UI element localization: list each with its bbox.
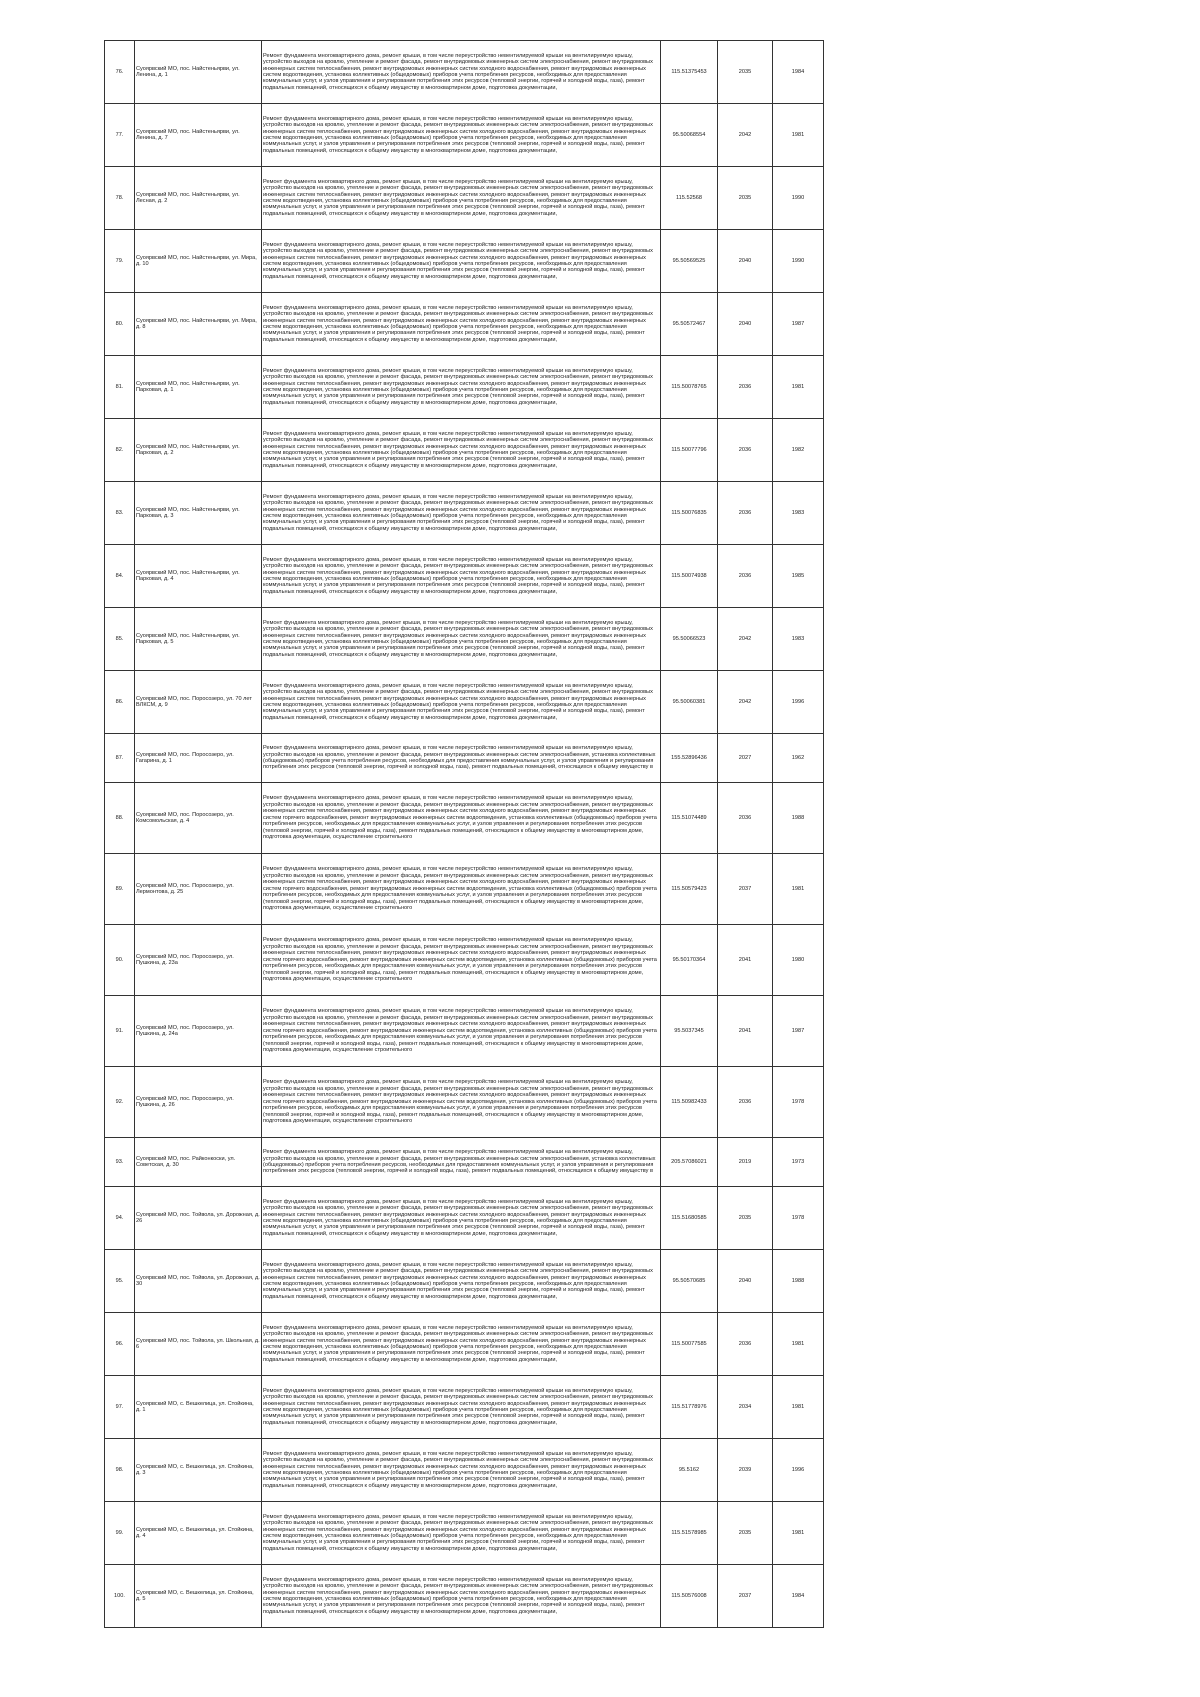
address-cell: Суоярвский МО, пос. Поросозеро, ул. Лермонтова, д. 25 (135, 854, 262, 925)
planned-year-cell: 2036 (718, 1067, 773, 1138)
works-cell (262, 1565, 661, 1628)
work-list-text: Ремонт фундамента многоквартирного дома, ремонт крыши, в том числе переустройство невентилируемой крыши на вентилируемую крышу, устройство выходов на кровлю, утепление и ремонт фасада, ремонт внутридомовых инженерных систем электроснабжения, ремонт внутридомовых инженерных систем теплоснабжения, ремонт внутридомовых инженерных систем холодного водоснабжения, ремонт внутридомовых инженерных систем горячего водоснабжения, ремонт внутридомовых инженерных систем водоотведения, установка коллективных (общедомовых) приборов учета потребления ресурсов, необходимых для предоставления коммунальных услуг, и узлов управления и регулирования потребления этих ресурсов (тепловой энергии, горячей и холодной воды, газа), ремонт подвальных помещений, относящихся к общему имуществу в многоквартирном доме, подготовка документации, осуществление строительного (263, 795, 657, 841)
work-list-text: Ремонт фундамента многоквартирного дома, ремонт крыши, в том числе переустройство невентилируемой крыши на вентилируемую крышу, устройство выходов на кровлю, утепление и ремонт фасада, ремонт внутридомовых инженерных систем электроснабжения, ремонт внутридомовых инженерных систем теплоснабжения, ремонт внутридомовых инженерных систем холодного водоснабжения, ремонт внутридомовых инженерных систем горячего водоснабжения, ремонт внутридомовых инженерных систем водоотведения, установка коллективных (общедомовых) приборов учета потребления ресурсов, необходимых для предоставления коммунальных услуг, и узлов управления и регулирования потребления этих ресурсов (тепловой энергии, горячей и холодной воды, газа), ремонт подвальных помещений, относящихся к общему имуществу в многоквартирном доме, подготовка документации, осуществление строительного (263, 937, 657, 983)
row-number: 98. (105, 1439, 135, 1502)
address-cell: Суоярвский МО, пос. Найстеньярви, ул. Ленина, д. 7 (135, 104, 262, 167)
planned-year-cell: 2035 (718, 1502, 773, 1565)
row-number: 82. (105, 419, 135, 482)
address-cell: Суоярвский МО, с. Вешкелица, ул. Стойкина, д. 4 (135, 1502, 262, 1565)
work-list-text: Ремонт фундамента многоквартирного дома, ремонт крыши, в том числе переустройство невентилируемой крыши на вентилируемую крышу, устройство выходов на кровлю, утепление и ремонт фасада, ремонт внутридомовых инженерных систем электроснабжения, ремонт внутридомовых инженерных систем теплоснабжения, ремонт внутридомовых инженерных систем холодного водоснабжения, ремонт внутридомовых инженерных систем водоотведения, установка коллективных (общедомовых) приборов учета потребления ресурсов, необходимых для предоставления коммунальных услуг, и узлов управления и регулирования потребления этих ресурсов (тепловой энергии, горячей и холодной воды, газа), ремонт подвальных помещений, относящихся к общему имуществу в многоквартирном доме, подготовка документации, (263, 1198, 653, 1237)
works-cell (262, 1376, 661, 1439)
works-cell (262, 925, 661, 996)
table-row (105, 783, 824, 854)
table-row (105, 41, 824, 104)
work-list-text: Ремонт фундамента многоквартирного дома, ремонт крыши, в том числе переустройство невентилируемой крыши на вентилируемую крышу, устройство выходов на кровлю, утепление и ремонт фасада, ремонт внутридомовых инженерных систем электроснабжения, ремонт внутридомовых инженерных систем теплоснабжения, ремонт внутридомовых инженерных систем холодного водоснабжения, ремонт внутридомовых инженерных систем водоотведения, установка коллективных (общедомовых) приборов учета потребления ресурсов, необходимых для предоставления коммунальных услуг, и узлов управления и регулирования потребления этих ресурсов (тепловой энергии, горячей и холодной воды, газа), ремонт подвальных помещений, относящихся к общему имуществу в многоквартирном доме, подготовка документации, (263, 241, 653, 280)
works-cell (262, 230, 661, 293)
row-number: 78. (105, 167, 135, 230)
works-cell (262, 104, 661, 167)
row-number: 94. (105, 1187, 135, 1250)
works-cell (262, 1138, 661, 1187)
address-cell: Суоярвский МО, пос. Тойвола, ул. Школьная, д. 6 (135, 1313, 262, 1376)
build-year-cell: 1987 (773, 293, 824, 356)
planned-year-cell: 2027 (718, 734, 773, 783)
build-year-cell: 1990 (773, 167, 824, 230)
planned-year-cell: 2040 (718, 230, 773, 293)
cost-cell: 115.50078765 (661, 356, 718, 419)
build-year-cell: 1978 (773, 1187, 824, 1250)
cost-cell: 115.51074489 (661, 783, 718, 854)
work-list-text: Ремонт фундамента многоквартирного дома, ремонт крыши, в том числе переустройство невентилируемой крыши на вентилируемую крышу, устройство выходов на кровлю, утепление и ремонт фасада, ремонт внутридомовых инженерных систем электроснабжения, ремонт внутридомовых инженерных систем теплоснабжения, ремонт внутридомовых инженерных систем холодного водоснабжения, ремонт внутридомовых инженерных систем горячего водоснабжения, ремонт внутридомовых инженерных систем водоотведения, установка коллективных (общедомовых) приборов учета потребления ресурсов, необходимых для предоставления коммунальных услуг, и узлов управления и регулирования потребления этих ресурсов (тепловой энергии, горячей и холодной воды, газа), ремонт подвальных помещений, относящихся к общему имуществу в многоквартирном доме, подготовка документации, осуществление строительного (263, 866, 657, 912)
build-year-cell: 1982 (773, 419, 824, 482)
build-year-cell: 1981 (773, 104, 824, 167)
build-year-cell: 1987 (773, 996, 824, 1067)
works-cell (262, 608, 661, 671)
address-cell: Суоярвский МО, пос. Найстеньярви, ул. Лесная, д. 2 (135, 167, 262, 230)
build-year-cell: 1985 (773, 545, 824, 608)
planned-year-cell: 2036 (718, 356, 773, 419)
planned-year-cell: 2036 (718, 545, 773, 608)
build-year-cell: 1981 (773, 854, 824, 925)
build-year-cell: 1990 (773, 230, 824, 293)
row-number: 79. (105, 230, 135, 293)
work-list-text: Ремонт фундамента многоквартирного дома, ремонт крыши, в том числе переустройство невентилируемой крыши на вентилируемую крышу, устройство выходов на кровлю, утепление и ремонт фасада, ремонт внутридомовых инженерных систем электроснабжения, ремонт внутридомовых инженерных систем теплоснабжения, ремонт внутридомовых инженерных систем холодного водоснабжения, ремонт внутридомовых инженерных систем водоотведения, установка коллективных (общедомовых) приборов учета потребления ресурсов, необходимых для предоставления коммунальных услуг, и узлов управления и регулирования потребления этих ресурсов (тепловой энергии, горячей и холодной воды, газа), ремонт подвальных помещений, относящихся к общему имуществу в многоквартирном доме, подготовка документации, (263, 1576, 653, 1615)
row-number: 86. (105, 671, 135, 734)
address-cell: Суоярвский МО, пос. Тойвола, ул. Дорожная, д. 30 (135, 1250, 262, 1313)
cost-cell: 115.50576008 (661, 1565, 718, 1628)
cost-cell: 155.52896436 (661, 734, 718, 783)
cost-cell: 95.50068554 (661, 104, 718, 167)
address-cell: Суоярвский МО, пос. Тойвола, ул. Дорожная, д. 26 (135, 1187, 262, 1250)
planned-year-cell: 2019 (718, 1138, 773, 1187)
build-year-cell: 1996 (773, 1439, 824, 1502)
work-list-text: Ремонт фундамента многоквартирного дома, ремонт крыши, в том числе переустройство невентилируемой крыши на вентилируемую крышу, устройство выходов на кровлю, утепление и ремонт фасада, ремонт внутридомовых инженерных систем электроснабжения, ремонт внутридомовых инженерных систем теплоснабжения, ремонт внутридомовых инженерных систем холодного водоснабжения, ремонт внутридомовых инженерных систем водоотведения, установка коллективных (общедомовых) приборов учета потребления ресурсов, необходимых для предоставления коммунальных услуг, и узлов управления и регулирования потребления этих ресурсов (тепловой энергии, горячей и холодной воды, газа), ремонт подвальных помещений, относящихся к общему имуществу в многоквартирном доме, подготовка документации, (263, 1324, 653, 1363)
cost-cell: 115.52568 (661, 167, 718, 230)
cost-cell: 95.50170364 (661, 925, 718, 996)
works-cell (262, 545, 661, 608)
address-cell: Суоярвский МО, с. Вешкелица, ул. Стойкина, д. 5 (135, 1565, 262, 1628)
planned-year-cell: 2035 (718, 1187, 773, 1250)
row-number: 100. (105, 1565, 135, 1628)
build-year-cell: 1983 (773, 482, 824, 545)
table-row (105, 925, 824, 996)
works-cell (262, 1250, 661, 1313)
works-cell (262, 482, 661, 545)
work-list-text: Ремонт фундамента многоквартирного дома, ремонт крыши, в том числе переустройство невентилируемой крыши на вентилируемую крышу, устройство выходов на кровлю, утепление и ремонт фасада, ремонт внутридомовых инженерных систем электроснабжения, ремонт внутридомовых инженерных систем теплоснабжения, ремонт внутридомовых инженерных систем холодного водоснабжения, ремонт внутридомовых инженерных систем водоотведения, установка коллективных (общедомовых) приборов учета потребления ресурсов, необходимых для предоставления коммунальных услуг, и узлов управления и регулирования потребления этих ресурсов (тепловой энергии, горячей и холодной воды, газа), ремонт подвальных помещений, относящихся к общему имуществу в многоквартирном доме, подготовка документации, (263, 367, 653, 406)
address-cell: Суоярвский МО, с. Вешкелица, ул. Стойкина, д. 1 (135, 1376, 262, 1439)
build-year-cell: 1996 (773, 671, 824, 734)
row-number: 81. (105, 356, 135, 419)
cost-cell: 95.50060381 (661, 671, 718, 734)
cost-cell: 95.50066523 (661, 608, 718, 671)
build-year-cell: 1988 (773, 1250, 824, 1313)
cost-cell: 205.57086021 (661, 1138, 718, 1187)
planned-year-cell: 2036 (718, 419, 773, 482)
address-cell: Суоярвский МО, пос. Поросозеро, ул. Пушкина, д. 24а (135, 996, 262, 1067)
table-row (105, 419, 824, 482)
address-cell: Суоярвский МО, с. Вешкелица, ул. Стойкина, д. 3 (135, 1439, 262, 1502)
works-cell (262, 671, 661, 734)
planned-year-cell: 2039 (718, 1439, 773, 1502)
works-cell (262, 1187, 661, 1250)
table-row (105, 545, 824, 608)
cost-cell: 115.51578985 (661, 1502, 718, 1565)
cost-cell: 95.50569525 (661, 230, 718, 293)
planned-year-cell: 2042 (718, 608, 773, 671)
address-cell: Суоярвский МО, пос. Найстеньярви, ул. Парковая, д. 5 (135, 608, 262, 671)
row-number: 99. (105, 1502, 135, 1565)
address-cell: Суоярвский МО, пос. Поросозеро, ул. Гагарина, д. 1 (135, 734, 262, 783)
planned-year-cell: 2036 (718, 1313, 773, 1376)
works-cell (262, 1067, 661, 1138)
build-year-cell: 1981 (773, 1376, 824, 1439)
address-cell: Суоярвский МО, пос. Поросозеро, ул. Пушкина, д. 23а (135, 925, 262, 996)
build-year-cell: 1983 (773, 608, 824, 671)
build-year-cell: 1988 (773, 783, 824, 854)
works-cell (262, 41, 661, 104)
planned-year-cell: 2036 (718, 783, 773, 854)
table-row (105, 854, 824, 925)
works-cell (262, 1313, 661, 1376)
table-row (105, 734, 824, 783)
work-list-text: Ремонт фундамента многоквартирного дома, ремонт крыши, в том числе переустройство невентилируемой крыши на вентилируемую крышу, устройство выходов на кровлю, утепление и ремонт фасада, ремонт внутридомовых инженерных систем электроснабжения, ремонт внутридомовых инженерных систем теплоснабжения, ремонт внутридомовых инженерных систем холодного водоснабжения, ремонт внутридомовых инженерных систем водоотведения, установка коллективных (общедомовых) приборов учета потребления ресурсов, необходимых для предоставления коммунальных услуг, и узлов управления и регулирования потребления этих ресурсов (тепловой энергии, горячей и холодной воды, газа), ремонт подвальных помещений, относящихся к общему имуществу в многоквартирном доме, подготовка документации, (263, 304, 653, 343)
address-cell: Суоярвский МО, пос. Найстеньярви, ул. Парковая, д. 1 (135, 356, 262, 419)
works-cell (262, 293, 661, 356)
build-year-cell: 1973 (773, 1138, 824, 1187)
cost-cell: 115.50579423 (661, 854, 718, 925)
row-number: 80. (105, 293, 135, 356)
cost-cell: 95.5037345 (661, 996, 718, 1067)
row-number: 85. (105, 608, 135, 671)
build-year-cell: 1981 (773, 356, 824, 419)
planned-year-cell: 2040 (718, 293, 773, 356)
works-cell (262, 783, 661, 854)
cost-cell: 115.51778976 (661, 1376, 718, 1439)
row-number: 97. (105, 1376, 135, 1439)
table-row (105, 1250, 824, 1313)
work-list-text: Ремонт фундамента многоквартирного дома, ремонт крыши, в том числе переустройство невентилируемой крыши на вентилируемую крышу, устройство выходов на кровлю, утепление и ремонт фасада, ремонт внутридомовых инженерных систем электроснабжения, ремонт внутридомовых инженерных систем теплоснабжения, ремонт внутридомовых инженерных систем холодного водоснабжения, ремонт внутридомовых инженерных систем горячего водоснабжения, ремонт внутридомовых инженерных систем водоотведения, установка коллективных (общедомовых) приборов учета потребления ресурсов, необходимых для предоставления коммунальных услуг, и узлов управления и регулирования потребления этих ресурсов (тепловой энергии, горячей и холодной воды, газа), ремонт подвальных помещений, относящихся к общему имуществу в многоквартирном доме, подготовка документации, осуществление строительного (263, 1079, 657, 1125)
row-number: 91. (105, 996, 135, 1067)
row-number: 96. (105, 1313, 135, 1376)
address-cell: Суоярвский МО, пос. Поросозеро, ул. Комсомольская, д. 4 (135, 783, 262, 854)
row-number: 87. (105, 734, 135, 783)
capital-repair-table (104, 40, 824, 1628)
address-cell: Суоярвский МО, пос. Поросозеро, ул. 70 лет ВЛКСМ, д. 9 (135, 671, 262, 734)
table-row (105, 608, 824, 671)
row-number: 92. (105, 1067, 135, 1138)
planned-year-cell: 2037 (718, 854, 773, 925)
row-number: 88. (105, 783, 135, 854)
table-row (105, 1138, 824, 1187)
row-number: 95. (105, 1250, 135, 1313)
planned-year-cell: 2042 (718, 104, 773, 167)
build-year-cell: 1962 (773, 734, 824, 783)
work-list-text: Ремонт фундамента многоквартирного дома, ремонт крыши, в том числе переустройство невентилируемой крыши на вентилируемую крышу, устройство выходов на кровлю, утепление и ремонт фасада, ремонт внутридомовых инженерных систем электроснабжения, ремонт внутридомовых инженерных систем теплоснабжения, ремонт внутридомовых инженерных систем холодного водоснабжения, ремонт внутридомовых инженерных систем водоотведения, установка коллективных (общедомовых) приборов учета потребления ресурсов, необходимых для предоставления коммунальных услуг, и узлов управления и регулирования потребления этих ресурсов (тепловой энергии, горячей и холодной воды, газа), ремонт подвальных помещений, относящихся к общему имуществу в многоквартирном доме, подготовка документации, (263, 115, 653, 154)
build-year-cell: 1984 (773, 1565, 824, 1628)
build-year-cell: 1984 (773, 41, 824, 104)
cost-cell: 95.5162 (661, 1439, 718, 1502)
cost-cell: 95.50570685 (661, 1250, 718, 1313)
work-list-text: Ремонт фундамента многоквартирного дома, ремонт крыши, в том числе переустройство невентилируемой крыши на вентилируемую крышу, устройство выходов на кровлю, утепление и ремонт фасада, ремонт внутридомовых инженерных систем электроснабжения, ремонт внутридомовых инженерных систем теплоснабжения, ремонт внутридомовых инженерных систем холодного водоснабжения, ремонт внутридомовых инженерных систем водоотведения, установка коллективных (общедомовых) приборов учета потребления ресурсов, необходимых для предоставления коммунальных услуг, и узлов управления и регулирования потребления этих ресурсов (тепловой энергии, горячей и холодной воды, газа), ремонт подвальных помещений, относящихся к общему имуществу в многоквартирном доме, подготовка документации, (263, 493, 653, 532)
cost-cell: 115.50077585 (661, 1313, 718, 1376)
address-cell: Суоярвский МО, пос. Райконкоски, ул. Советская, д. 30 (135, 1138, 262, 1187)
planned-year-cell: 2036 (718, 482, 773, 545)
table-row (105, 1565, 824, 1628)
planned-year-cell: 2041 (718, 996, 773, 1067)
cost-cell: 115.50074938 (661, 545, 718, 608)
row-number: 89. (105, 854, 135, 925)
works-cell (262, 167, 661, 230)
row-number: 84. (105, 545, 135, 608)
row-number: 83. (105, 482, 135, 545)
table-body (105, 41, 824, 1628)
table-row (105, 1502, 824, 1565)
work-list-text: Ремонт фундамента многоквартирного дома, ремонт крыши, в том числе переустройство невентилируемой крыши на вентилируемую крышу, устройство выходов на кровлю, утепление и ремонт фасада, ремонт внутридомовых инженерных систем электроснабжения, ремонт внутридомовых инженерных систем теплоснабжения, ремонт внутридомовых инженерных систем холодного водоснабжения, ремонт внутридомовых инженерных систем водоотведения, установка коллективных (общедомовых) приборов учета потребления ресурсов, необходимых для предоставления коммунальных услуг, и узлов управления и регулирования потребления этих ресурсов (тепловой энергии, горячей и холодной воды, газа), ремонт подвальных помещений, относящихся к общему имуществу в многоквартирном доме, подготовка документации, (263, 682, 653, 721)
planned-year-cell: 2034 (718, 1376, 773, 1439)
table-row (105, 1067, 824, 1138)
work-list-text: Ремонт фундамента многоквартирного дома, ремонт крыши, в том числе переустройство невентилируемой крыши на вентилируемую крышу, устройство выходов на кровлю, утепление и ремонт фасада, ремонт внутридомовых инженерных систем электроснабжения, ремонт внутридомовых инженерных систем теплоснабжения, ремонт внутридомовых инженерных систем холодного водоснабжения, ремонт внутридомовых инженерных систем водоотведения, установка коллективных (общедомовых) приборов учета потребления ресурсов, необходимых для предоставления коммунальных услуг, и узлов управления и регулирования потребления этих ресурсов (тепловой энергии, горячей и холодной воды, газа), ремонт подвальных помещений, относящихся к общему имуществу в многоквартирном доме, подготовка документации, (263, 556, 653, 595)
address-cell: Суоярвский МО, пос. Найстеньярви, ул. Парковая, д. 2 (135, 419, 262, 482)
address-cell: Суоярвский МО, пос. Найстеньярви, ул. Мира, д. 8 (135, 293, 262, 356)
cost-cell: 115.50076835 (661, 482, 718, 545)
works-cell (262, 996, 661, 1067)
address-cell: Суоярвский МО, пос. Найстеньярви, ул. Ленина, д. 1 (135, 41, 262, 104)
row-number: 90. (105, 925, 135, 996)
build-year-cell: 1981 (773, 1502, 824, 1565)
works-cell (262, 734, 661, 783)
planned-year-cell: 2037 (718, 1565, 773, 1628)
planned-year-cell: 2042 (718, 671, 773, 734)
cost-cell: 115.51680585 (661, 1187, 718, 1250)
build-year-cell: 1980 (773, 925, 824, 996)
planned-year-cell: 2040 (718, 1250, 773, 1313)
works-cell (262, 1439, 661, 1502)
address-cell: Суоярвский МО, пос. Найстеньярви, ул. Парковая, д. 4 (135, 545, 262, 608)
work-list-text: Ремонт фундамента многоквартирного дома, ремонт крыши, в том числе переустройство невентилируемой крыши на вентилируемую крышу, устройство выходов на кровлю, утепление и ремонт фасада, ремонт внутридомовых инженерных систем электроснабжения, ремонт внутридомовых инженерных систем теплоснабжения, ремонт внутридомовых инженерных систем холодного водоснабжения, ремонт внутридомовых инженерных систем горячего водоснабжения, ремонт внутридомовых инженерных систем водоотведения, установка коллективных (общедомовых) приборов учета потребления ресурсов, необходимых для предоставления коммунальных услуг, и узлов управления и регулирования потребления этих ресурсов (тепловой энергии, горячей и холодной воды, газа), ремонт подвальных помещений, относящихся к общему имуществу в многоквартирном доме, подготовка документации, осуществление строительного (263, 1008, 657, 1054)
table-row (105, 1187, 824, 1250)
work-list-text: Ремонт фундамента многоквартирного дома, ремонт крыши, в том числе переустройство невентилируемой крыши на вентилируемую крышу, устройство выходов на кровлю, утепление и ремонт фасада, ремонт внутридомовых инженерных систем электроснабжения, ремонт внутридомовых инженерных систем теплоснабжения, ремонт внутридомовых инженерных систем холодного водоснабжения, ремонт внутридомовых инженерных систем водоотведения, установка коллективных (общедомовых) приборов учета потребления ресурсов, необходимых для предоставления коммунальных услуг, и узлов управления и регулирования потребления этих ресурсов (тепловой энергии, горячей и холодной воды, газа), ремонт подвальных помещений, относящихся к общему имуществу в многоквартирном доме, подготовка документации, (263, 1513, 653, 1552)
work-list-text: Ремонт фундамента многоквартирного дома, ремонт крыши, в том числе переустройство невентилируемой крыши на вентилируемую крышу, устройство выходов на кровлю, утепление и ремонт фасада, ремонт внутридомовых инженерных систем электроснабжения, установка коллективных (общедомовых) приборов учета потребления ресурсов, необходимых для предоставления коммунальных услуг, и узлов управления и регулирования потребления этих ресурсов (тепловой энергии, горячей и холодной воды, газа), ремонт подвальных помещений, относящихся к общему имуществу в (263, 1149, 656, 1175)
row-number: 93. (105, 1138, 135, 1187)
address-cell: Суоярвский МО, пос. Найстеньярви, ул. Парковая, д. 3 (135, 482, 262, 545)
row-number: 77. (105, 104, 135, 167)
planned-year-cell: 2041 (718, 925, 773, 996)
work-list-text: Ремонт фундамента многоквартирного дома, ремонт крыши, в том числе переустройство невентилируемой крыши на вентилируемую крышу, устройство выходов на кровлю, утепление и ремонт фасада, ремонт внутридомовых инженерных систем электроснабжения, ремонт внутридомовых инженерных систем теплоснабжения, ремонт внутридомовых инженерных систем холодного водоснабжения, ремонт внутридомовых инженерных систем водоотведения, установка коллективных (общедомовых) приборов учета потребления ресурсов, необходимых для предоставления коммунальных услуг, и узлов управления и регулирования потребления этих ресурсов (тепловой энергии, горячей и холодной воды, газа), ремонт подвальных помещений, относящихся к общему имуществу в многоквартирном доме, подготовка документации, (263, 619, 653, 658)
work-list-text: Ремонт фундамента многоквартирного дома, ремонт крыши, в том числе переустройство невентилируемой крыши на вентилируемую крышу, устройство выходов на кровлю, утепление и ремонт фасада, ремонт внутридомовых инженерных систем электроснабжения, ремонт внутридомовых инженерных систем теплоснабжения, ремонт внутридомовых инженерных систем холодного водоснабжения, ремонт внутридомовых инженерных систем водоотведения, установка коллективных (общедомовых) приборов учета потребления ресурсов, необходимых для предоставления коммунальных услуг, и узлов управления и регулирования потребления этих ресурсов (тепловой энергии, горячей и холодной воды, газа), ремонт подвальных помещений, относящихся к общему имуществу в многоквартирном доме, подготовка документации, (263, 178, 653, 217)
table-row (105, 1313, 824, 1376)
work-list-text: Ремонт фундамента многоквартирного дома, ремонт крыши, в том числе переустройство невентилируемой крыши на вентилируемую крышу, устройство выходов на кровлю, утепление и ремонт фасада, ремонт внутридомовых инженерных систем электроснабжения, ремонт внутридомовых инженерных систем теплоснабжения, ремонт внутридомовых инженерных систем холодного водоснабжения, ремонт внутридомовых инженерных систем водоотведения, установка коллективных (общедомовых) приборов учета потребления ресурсов, необходимых для предоставления коммунальных услуг, и узлов управления и регулирования потребления этих ресурсов (тепловой энергии, горячей и холодной воды, газа), ремонт подвальных помещений, относящихся к общему имуществу в многоквартирном доме, подготовка документации, (263, 1387, 653, 1426)
cost-cell: 115.50982433 (661, 1067, 718, 1138)
works-cell (262, 854, 661, 925)
address-cell: Суоярвский МО, пос. Найстеньярви, ул. Мира, д. 10 (135, 230, 262, 293)
work-list-text: Ремонт фундамента многоквартирного дома, ремонт крыши, в том числе переустройство невентилируемой крыши на вентилируемую крышу, устройство выходов на кровлю, утепление и ремонт фасада, ремонт внутридомовых инженерных систем электроснабжения, ремонт внутридомовых инженерных систем теплоснабжения, ремонт внутридомовых инженерных систем холодного водоснабжения, ремонт внутридомовых инженерных систем водоотведения, установка коллективных (общедомовых) приборов учета потребления ресурсов, необходимых для предоставления коммунальных услуг, и узлов управления и регулирования потребления этих ресурсов (тепловой энергии, горячей и холодной воды, газа), ремонт подвальных помещений, относящихся к общему имуществу в многоквартирном доме, подготовка документации, (263, 430, 653, 469)
table-row (105, 1376, 824, 1439)
table-row (105, 1439, 824, 1502)
cost-cell: 115.51375453 (661, 41, 718, 104)
address-cell: Суоярвский МО, пос. Поросозеро, ул. Пушкина, д. 26 (135, 1067, 262, 1138)
works-cell (262, 356, 661, 419)
table-row (105, 671, 824, 734)
table-row (105, 356, 824, 419)
work-list-text: Ремонт фундамента многоквартирного дома, ремонт крыши, в том числе переустройство невентилируемой крыши на вентилируемую крышу, устройство выходов на кровлю, утепление и ремонт фасада, ремонт внутридомовых инженерных систем электроснабжения, ремонт внутридомовых инженерных систем теплоснабжения, ремонт внутридомовых инженерных систем холодного водоснабжения, ремонт внутридомовых инженерных систем водоотведения, установка коллективных (общедомовых) приборов учета потребления ресурсов, необходимых для предоставления коммунальных услуг, и узлов управления и регулирования потребления этих ресурсов (тепловой энергии, горячей и холодной воды, газа), ремонт подвальных помещений, относящихся к общему имуществу в многоквартирном доме, подготовка документации, (263, 52, 653, 91)
table-row (105, 293, 824, 356)
table-row (105, 104, 824, 167)
table-row (105, 167, 824, 230)
work-list-text: Ремонт фундамента многоквартирного дома, ремонт крыши, в том числе переустройство невентилируемой крыши на вентилируемую крышу, устройство выходов на кровлю, утепление и ремонт фасада, ремонт внутридомовых инженерных систем электроснабжения, ремонт внутридомовых инженерных систем теплоснабжения, ремонт внутридомовых инженерных систем холодного водоснабжения, ремонт внутридомовых инженерных систем водоотведения, установка коллективных (общедомовых) приборов учета потребления ресурсов, необходимых для предоставления коммунальных услуг, и узлов управления и регулирования потребления этих ресурсов (тепловой энергии, горячей и холодной воды, газа), ремонт подвальных помещений, относящихся к общему имуществу в многоквартирном доме, подготовка документации, (263, 1261, 653, 1300)
works-cell (262, 419, 661, 482)
planned-year-cell: 2035 (718, 41, 773, 104)
work-list-text: Ремонт фундамента многоквартирного дома, ремонт крыши, в том числе переустройство невентилируемой крыши на вентилируемую крышу, устройство выходов на кровлю, утепление и ремонт фасада, ремонт внутридомовых инженерных систем электроснабжения, установка коллективных (общедомовых) приборов учета потребления ресурсов, необходимых для предоставления коммунальных услуг, и узлов управления и регулирования потребления этих ресурсов (тепловой энергии, горячей и холодной воды, газа), ремонт подвальных помещений, относящихся к общему имуществу в (263, 745, 656, 771)
table-row (105, 482, 824, 545)
build-year-cell: 1978 (773, 1067, 824, 1138)
table-row (105, 996, 824, 1067)
cost-cell: 95.50572467 (661, 293, 718, 356)
table-row (105, 230, 824, 293)
work-list-text: Ремонт фундамента многоквартирного дома, ремонт крыши, в том числе переустройство невентилируемой крыши на вентилируемую крышу, устройство выходов на кровлю, утепление и ремонт фасада, ремонт внутридомовых инженерных систем электроснабжения, ремонт внутридомовых инженерных систем теплоснабжения, ремонт внутридомовых инженерных систем холодного водоснабжения, ремонт внутридомовых инженерных систем водоотведения, установка коллективных (общедомовых) приборов учета потребления ресурсов, необходимых для предоставления коммунальных услуг, и узлов управления и регулирования потребления этих ресурсов (тепловой энергии, горячей и холодной воды, газа), ремонт подвальных помещений, относящихся к общему имуществу в многоквартирном доме, подготовка документации, (263, 1450, 653, 1489)
planned-year-cell: 2035 (718, 167, 773, 230)
row-number: 76. (105, 41, 135, 104)
build-year-cell: 1981 (773, 1313, 824, 1376)
works-cell (262, 1502, 661, 1565)
cost-cell: 115.50077796 (661, 419, 718, 482)
